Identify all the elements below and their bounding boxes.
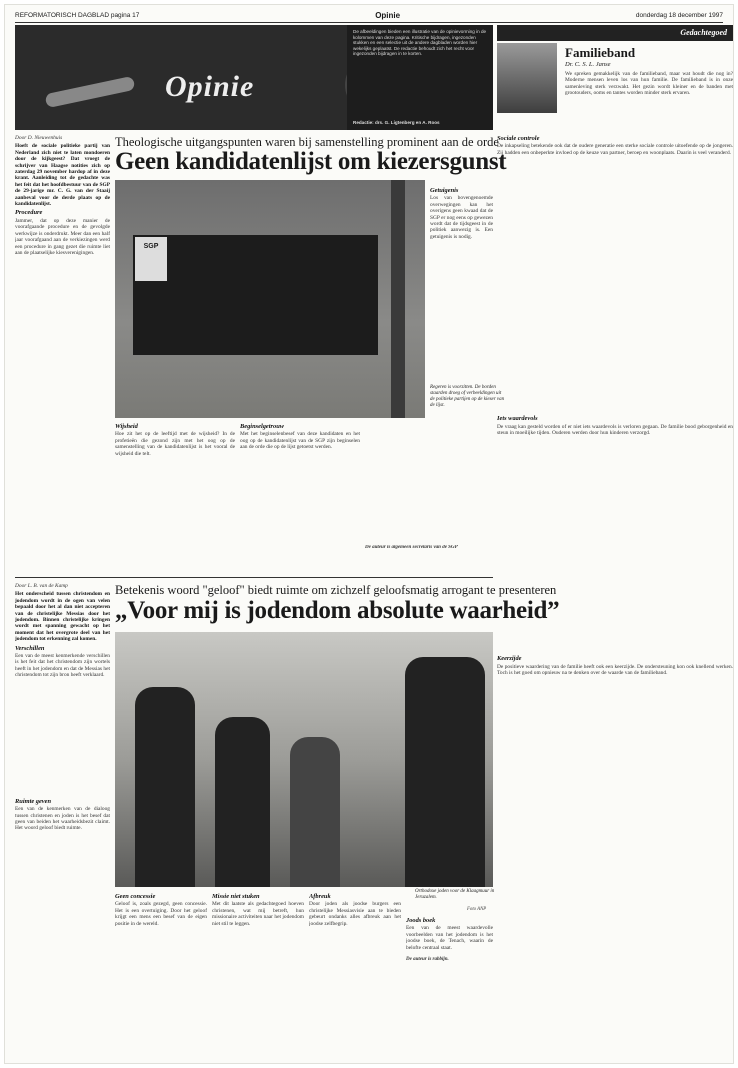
banner-editor: Redactie: drs. G. Ligtenberg en A. Roos bbox=[353, 120, 440, 126]
article1-lead: Hoeft de sociale politieke partij van Nederland zich niet te laten mondoeren door de kijkgeest? Dat vroegt de schrijver van Haagse notities zich op zaterdag 29 november hardop af in deze krant. Aanleiding tot de gedachte was het feit dat het hoofdbestuur van de SGP de 29-jarige mr. C. G. van der Staaij aanbeval voor de derde plaats op de kandidatenlijst. bbox=[15, 143, 110, 208]
section-title: Opinie bbox=[375, 11, 401, 20]
article1-sidebar: Door D. Nieuwenhuis Hoeft de sociale politieke partij van Nederland zich niet te laten mondoeren door de kijkgeest? Dat vroegt de schrijver van Haagse notities zich op zaterdag 29 november hardop af in deze krant. Aanleiding tot de gedachte was het feit dat het hoofdbestuur van de SGP de 29-jarige mr. C. G. van der Staaij aanbeval voor de derde plaats op de kandidatenlijst. Procedure Jammer, dat op deze manier de voorafgaande procedure en de gevolgde werkwijze is onderdrukt. Meer dan een half jaar voorafgaand aan de verkiezingen werd een procedure in gang gezet die ruimte liet aan de plaatselijke kiesverenigingen. bbox=[15, 135, 110, 256]
page-header bbox=[15, 9, 723, 23]
newspaper-page bbox=[4, 4, 734, 1064]
article2-caption: Orthodoxe joden voor de Klaagmuur in Jeruzalem. bbox=[415, 889, 495, 900]
article2-headline: „Voor mij is jodendom absolute waarheid” bbox=[115, 597, 560, 624]
article1-col-beginsel: Beginselgetrouw Met het beginselenbesef van deze kandidaten en het oog op de kandidatenlijst van de SGP zijn beginselen aan de orde die op de lijst getoetst werden. bbox=[240, 423, 360, 451]
election-board bbox=[133, 235, 378, 355]
article2-byline: Door L. B. van de Kamp bbox=[15, 583, 68, 589]
sgp-sign: SGP bbox=[135, 237, 167, 281]
article1-signature: De auteur is algemeen secretaris van de SGP bbox=[365, 545, 458, 550]
article2-subhead-afbreuk: Afbreuk bbox=[309, 893, 331, 900]
figure-silhouette bbox=[215, 717, 270, 887]
article2-sidebar: Door L. B. van de Kamp Het onderscheid tussen christendom en jodendom wordt in de ogen van velen bepaald door het al dan niet accepteren van de christelijke Messias door het jodendom. Binnen christelijke kringen wordt met spanning gewacht op het moment dat het overgrote deel van het jodendom tot erkenning zal komen. Verschillen Een van de meest kenmerkende verschillen is het feit dat het christendom zijn wortels heeft in het jodendom en dat de Messias het christendom tot zijn bron heeft verklaard. Ruimte geven Een van de kenmerken van de dialoog tussen christenen en joden is het besef dat geen van beiden het waarheidsbezit claimt. Het woord geloof biedt ruimte. bbox=[15, 583, 110, 832]
opinie-banner bbox=[15, 25, 493, 130]
header-date: donderdag 18 december 1997 bbox=[635, 12, 723, 19]
figure-silhouette bbox=[405, 657, 485, 887]
article1-col-wijsheid: Wijsheid Hoe zit het op de leeftijd met de wijsheid? In de profetieën die gezond zijn met het oog op de samenstelling van de kandidatenlijst is het vooral de wijsheid die telt. bbox=[115, 423, 235, 457]
article2-col-d: Joods boek Een van de meest waardevolle voorbeelden van het jodendom is het joodse boek, de Tenach, waarin de belofte centraal staat. De auteur is rabbijn. bbox=[406, 917, 493, 963]
article2-photo-credit: Foto ANP bbox=[467, 907, 487, 912]
article-divider bbox=[15, 577, 493, 578]
article1-kicker: Theologische uitgangspunten waren bij samenstelling prominent aan de orde bbox=[115, 135, 499, 149]
gt-subhead-2: Iets waardevols bbox=[497, 415, 538, 423]
article2-photo bbox=[115, 632, 493, 887]
gt-subhead-3: Keerzijde bbox=[497, 655, 522, 663]
article2-col-c: Afbreuk Door joden als joodse burgers een christelijke Messiasvisie aan te bieden gebeurt ondanks alles afbreuk aan het joodse zelfbegrip. bbox=[309, 893, 401, 927]
header-left: REFORMATORISCH DAGBLAD pagina 17 bbox=[15, 12, 140, 19]
article1-caption: Regeren is voorzitten. De borden staarden droeg of verbeeldingen uit de politieke partijen op de kieser van de lijst. bbox=[430, 385, 505, 408]
opinie-logo: Opinie bbox=[165, 70, 255, 103]
article2-col-a: Geen concessie Geloof is, zoals gezegd, geen concessie. Het is een overtuiging. Door het geloof krijgt een mens een besef van de eigen positie in de wereld. bbox=[115, 893, 207, 927]
article1-subhead-wijsheid: Wijsheid bbox=[115, 423, 138, 430]
article2-col-b: Missie niet stuken Met dit laatste als gedachtegoed hoeven christenen, wat mij betreft, hun missionaire activiteiten naar het jodendom niet stil te leggen. bbox=[212, 893, 304, 927]
gedachtegoed-title: Familieband bbox=[565, 45, 636, 60]
author-portrait bbox=[497, 43, 557, 113]
gt-subhead-1: Sociale controle bbox=[497, 135, 540, 142]
article2-subhead-ruimte: Ruimte geven bbox=[15, 797, 52, 805]
article2-signature: De auteur is rabbijn. bbox=[406, 957, 449, 963]
article1-col-right: Getuigenis Los van bovengenoemde overwegingen kan het overigens geen kwaad dat de SGP er nog eens op gewezen wordt dat de tijdsgeest in de politiek aanwezig is. Een getuigenis is nodig. bbox=[430, 187, 493, 240]
article2-subhead-concessie: Geen concessie bbox=[115, 893, 156, 900]
gedachtegoed-label: Gedachtegoed bbox=[497, 25, 733, 41]
banner-description: De afbeeldingen bieden een illustratie van de opinievorming in de kolommen van deze pagina. Kritische bijdragen, ingezonden stukken en een selectie uit de andere dagbladen worden hier wekelijks geplaatst. De redactie behoudt zich het recht voor ingezonden bijdragen in te korten. Redactie: drs. G. Ligtenberg en A. Roos bbox=[347, 25, 493, 130]
pointing-hand-illustration bbox=[45, 76, 136, 108]
article2-lead: Het onderscheid tussen christendom en jodendom wordt in de ogen van velen bepaald door het al dan niet accepteren van de christelijke Messias door het jodendom. Binnen christelijke kringen wordt met spanning gewacht op het moment dat het overgrote deel van het jodendom tot erkenning zal komen. bbox=[15, 591, 110, 643]
article1-photo bbox=[115, 180, 425, 418]
article2-subhead-verschillen: Verschillen bbox=[15, 644, 45, 652]
article1-subhead-beginsel: Beginselgetrouw bbox=[240, 423, 285, 430]
article2-subhead-missie: Missie niet stuken bbox=[212, 893, 260, 900]
tree-trunk bbox=[391, 180, 405, 418]
gedachtegoed-body: Sociale controle De inkapseling betekende ook dat de oudere generatie een sterke sociale controle uitoefende op de jongeren. Zij hadden een onbeperkte invloed op de keuze van partner, beroep en woonplaats. Daarin is veel veranderd. Iets waardevols De vraag kan gesteld worden of er niet iets waardevols is verloren gegaan. De familie bood geborgenheid en steun in moeilijke tijden. Ouderen werden door hun kinderen verzorgd. Keerzijde De positieve waardering van de familie heeft ook een keerzijde. De ondersteuning kon ook knellend werken. Toch is het goed om opnieuw na te denken over de waarde van de familieband. bbox=[497, 135, 733, 677]
article1-byline: Door D. Nieuwenhuis bbox=[15, 135, 63, 141]
article2-kicker: Betekenis woord "geloof" biedt ruimte om zichzelf geloofsmatig arrogant te presenteren bbox=[115, 583, 557, 597]
figure-silhouette bbox=[135, 687, 195, 887]
article1-subhead-procedure: Procedure bbox=[15, 209, 43, 217]
article2-subhead-joods: Joods boek bbox=[406, 917, 436, 924]
gedachtegoed-intro: We spreken gemakkelijk van de familieband, maar wat houdt die nog in? Moderne mensen leven los van hun familie. De familieband is in onze samenleving sterk verzwakt. Het gezin wordt kleiner en de banden met grootouders, ooms en tantes worden minder sterk ervaren. bbox=[565, 71, 733, 97]
article1-subhead-getuigenis: Getuigenis bbox=[430, 187, 459, 194]
article1-headline: Geen kandidatenlijst om kiezersgunst bbox=[115, 148, 507, 175]
figure-silhouette bbox=[290, 737, 340, 887]
gedachtegoed-author: Dr. C. S. L. Janse bbox=[565, 61, 611, 68]
